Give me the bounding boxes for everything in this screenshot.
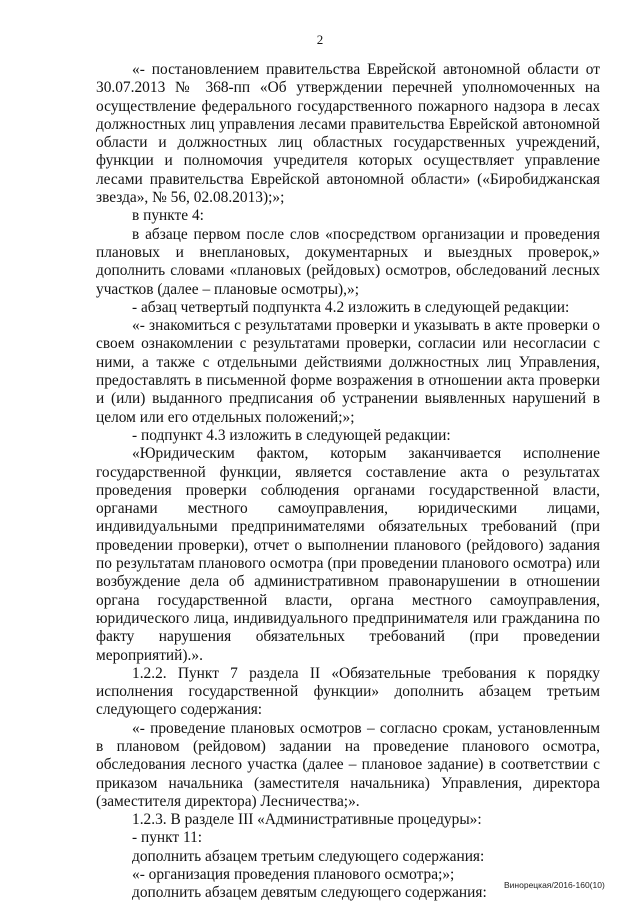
- page-number: 2: [316, 32, 324, 47]
- paragraph: - абзац четвертый подпункта 4.2 изложить в следующей редакции:: [132, 298, 570, 316]
- paragraph: дополнить абзацем девятым следующего содержания:: [132, 884, 487, 902]
- document-body: [96, 61, 600, 903]
- paragraph: дополнить абзацем третьим следующего содержания:: [132, 847, 485, 865]
- paragraph: в пункте 4:: [132, 207, 204, 225]
- paragraph: 1.2.3. В разделе III «Административные процедуры»:: [132, 811, 482, 829]
- paragraph: - подпункт 4.3 изложить в следующей редакции:: [132, 426, 451, 444]
- paragraph: «- знакомиться с результатами проверки и указывать в акте проверки о своем ознакомлении с результатами проверки, согласии или несогласии с ними, а также с отдельными действиями должностных лиц Управления, предоставлять в письменной форме возражения в отношении акта проверки и (или) выданного предписания об устранении выявленных нарушений в целом или его отдельных положений;»;: [96, 317, 600, 426]
- footer-document-code: Винорецкая/2016-160(10): [504, 880, 605, 890]
- paragraph: «Юридическим фактом, которым заканчивается исполнение государственной функции, является составление акта о результатах проведения проверки соблюдения органами государственной власти, органами местного самоуправления, юридическими лицами, индивидуальными предпринимателями обязательных требований (при проведении проверки), отчет о выполнении планового (рейдового) задания по результатам планового осмотра (при проведении планового осмотра) или возбуждение дела об административном правонарушении в отношении органа государственной власти, органа местного самоуправления, юридического лица, индивидуального предпринимателя или гражданина по факту нарушения обязательных требований (при проведении мероприятий).».: [96, 445, 600, 664]
- paragraph: «- организация проведения планового осмотра;»;: [132, 866, 455, 884]
- paragraph: 1.2.2. Пункт 7 раздела II «Обязательные требования к порядку исполнения государственной функции» дополнить абзацем третьим следующего содержания:: [96, 664, 600, 719]
- paragraph: «- проведение плановых осмотров – согласно срокам, установленным в плановом (рейдовом) задании на проведение планового осмотра, обследования лесного участка (далее – плановое задание) в соответствии с приказом начальника (заместителя начальника) Управления, директора (заместителя директора) Лесничества;».: [96, 719, 600, 810]
- paragraph: - пункт 11:: [132, 829, 203, 847]
- paragraph: в абзаце первом после слов «посредством организации и проведения плановых и внеплановых, документарных и выездных проверок,» дополнить словами «плановых (рейдовых) осмотров, обследований лесных участков (далее – плановые осмотры),»;: [96, 225, 600, 298]
- paragraph: «- постановлением правительства Еврейской автономной области от 30.07.2013 № 368-пп «Об утверждении перечней уполномоченных на осуществление федерального государственного пожарного надзора в лесах должностных лиц управления лесами правительства Еврейской автономной области и должностных лиц областных государственных учреждений, функции и полномочия учредителя которых осуществляет управление лесами правительства Еврейской автономной области» («Биробиджанская звезда», № 56, 02.08.2013);»;: [96, 61, 600, 207]
